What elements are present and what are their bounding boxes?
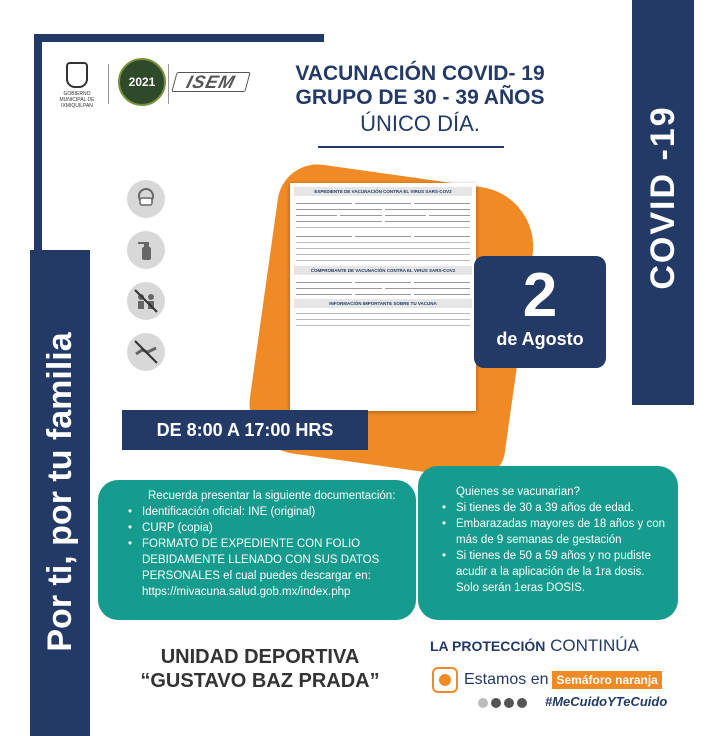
anniversary-logo: 2021 (118, 58, 166, 106)
eligibility-box (418, 466, 678, 620)
form-header-info: INFORMACIÓN IMPORTANTE SOBRE TU VACUNA (294, 299, 472, 308)
frame-left-line (34, 34, 42, 264)
traffic-light-icon (432, 667, 458, 693)
eligibility-item: • Embarazadas mayores de 18 años y con más de 9 semanas de gestación (442, 516, 668, 548)
dots-decoration (478, 698, 527, 708)
vaccination-form-image (290, 183, 476, 411)
title-line-3: ÚNICO DÍA. (360, 111, 480, 136)
documents-item: • CURP (copia) (128, 520, 406, 536)
page-title (260, 62, 580, 138)
protection-rest: CONTINÚA (545, 636, 639, 655)
documents-item: • Identificación oficial: INE (original) (128, 504, 406, 520)
documents-item: • FORMATO DE EXPEDIENTE CON FOLIO DEBIDAMENTE LLENADO CON SUS DATOS PERSONALES el cual puedes descargar en: https://mivacuna.salud.gob.mx/index.php (128, 536, 406, 600)
face-mask-icon (127, 180, 165, 218)
semaforo-status (432, 666, 682, 694)
venue-line-1: UNIDAD DEPORTIVA (160, 646, 360, 668)
left-side-slogan: Por ti, por tu familia (41, 332, 79, 652)
frame-top-line (34, 34, 324, 42)
title-line-1: VACUNACIÓN COVID- 19 (295, 62, 545, 85)
government-logo-text: GOBIERNO MUNICIPAL DE IXMIQUILPAN (59, 91, 95, 109)
shield-icon (66, 62, 88, 88)
title-underline (318, 146, 504, 148)
government-logo (54, 62, 100, 109)
eligibility-item: • Si tienes de 50 a 59 años y no pudiste acudir a la aplicación de la 1ra dosis. Solo serán 1eras DOSIS. (442, 548, 668, 596)
eligibility-intro: Quienes se vacunarian? (456, 486, 581, 498)
hours-banner: DE 8:00 A 17:00 HRS (122, 410, 368, 450)
date-day: 2 (522, 261, 558, 330)
hashtag: #MeCuidoYTeCuido (545, 694, 668, 709)
logo-divider (168, 64, 169, 104)
sanitizer-icon (127, 231, 165, 269)
protection-slogan (430, 636, 680, 656)
semaforo-badge: Semáforo naranja (552, 671, 661, 689)
logo-divider (108, 64, 109, 104)
venue-line-2: “GUSTAVO BAZ PRADA” (140, 670, 380, 692)
date-month: de Agosto (496, 329, 584, 349)
eligibility-item: • Si tienes de 30 a 39 años de edad. (442, 500, 668, 516)
no-crowds-icon (127, 282, 165, 320)
no-handshake-icon (127, 333, 165, 371)
right-side-label: COVID -19 (644, 105, 682, 290)
documents-box (98, 480, 416, 620)
form-header-expediente: EXPEDIENTE DE VACUNACIÓN CONTRA EL VIRUS SARS-COV2 (294, 187, 472, 196)
semaforo-text: Estamos en (464, 671, 549, 688)
form-header-comprobante: COMPROBANTE DE VACUNACIÓN CONTRA EL VIRUS SARS-COV2 (294, 266, 472, 275)
title-line-2: GRUPO DE 30 - 39 AÑOS (295, 86, 545, 109)
date-badge (474, 256, 606, 368)
venue-name (100, 645, 420, 693)
isem-logo: ISEM (171, 72, 250, 92)
protection-bold: LA PROTECCIÓN (430, 638, 546, 654)
documents-intro: Recuerda presentar la siguiente documentación: (148, 490, 396, 502)
